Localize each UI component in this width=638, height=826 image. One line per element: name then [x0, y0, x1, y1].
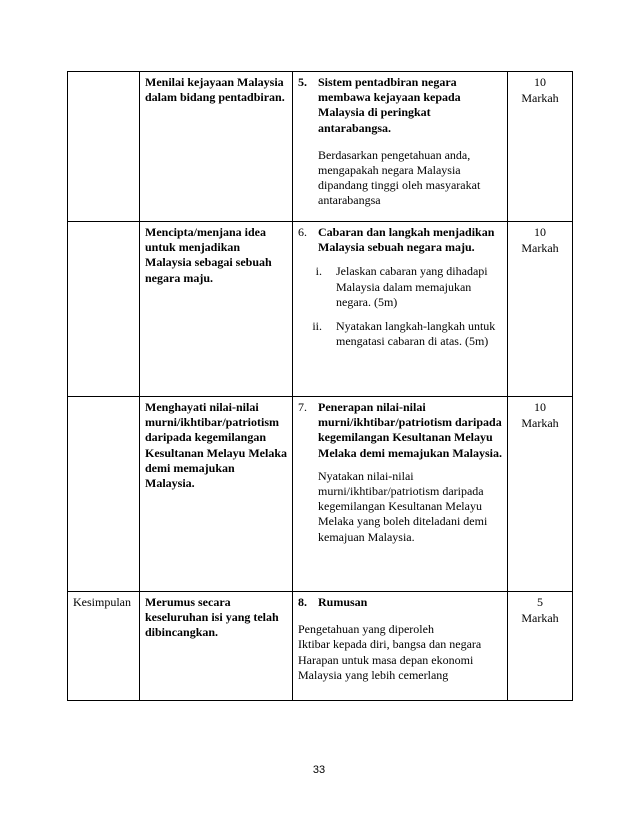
- marks-cell: [508, 397, 573, 592]
- question-number: 7.: [298, 400, 307, 414]
- question-text: Nyatakan nilai-nilai murni/ikhtibar/patriotism daripada kegemilangan Kesultanan Melayu Melaka yang boleh diteladani demi kemajuan Malaysia.: [318, 468, 488, 544]
- objective-text: Menghayati nilai-nilai murni/ikhtibar/patriotism daripada kegemilangan Kesultanan Melayu Melaka demi memajukan Malaysia.: [145, 400, 288, 491]
- stage-cell: [68, 72, 140, 222]
- question-cell: [293, 72, 508, 222]
- table-row: [68, 397, 573, 592]
- stage-cell: Kesimpulan: [68, 592, 140, 701]
- marks-label: Markah: [521, 240, 559, 255]
- objective-text: Mencipta/menjana idea untuk menjadikan Malaysia sebagai sebuah negara maju.: [145, 225, 272, 285]
- marks-label: Markah: [521, 415, 559, 430]
- question-cell: [293, 397, 508, 592]
- marks-cell: [508, 592, 573, 701]
- question-number: 8.: [298, 595, 307, 609]
- table-row: [68, 222, 573, 397]
- sub-question-number: ii.: [312, 319, 322, 334]
- sub-question-text: Jelaskan cabaran yang dihadapi Malaysia dalam memajukan negara. (5m): [336, 264, 488, 309]
- sub-question-number: i.: [315, 264, 322, 279]
- marks-value: 10: [534, 75, 546, 89]
- assessment-table: [67, 71, 573, 701]
- question-number: 5.: [298, 75, 307, 89]
- summary-line: Iktibar kepada diri, bangsa dan negara: [298, 637, 482, 652]
- question-title: Cabaran dan langkah menjadikan Malaysia sebuah negara maju.: [318, 225, 495, 255]
- objective-cell: [140, 72, 293, 222]
- marks-value: 10: [534, 400, 546, 414]
- question-title: Rumusan: [318, 595, 368, 609]
- sub-question: [298, 264, 502, 310]
- marks-cell: [508, 222, 573, 397]
- question-number: 6.: [298, 225, 307, 239]
- table-row: [68, 72, 573, 222]
- question-cell: [293, 592, 508, 701]
- marks-label: Markah: [521, 610, 559, 625]
- objective-cell: [140, 592, 293, 701]
- marks-value: 10: [534, 225, 546, 239]
- question-text: Berdasarkan pengetahuan anda, mengapakah negara Malaysia dipandang tinggi oleh masyarakat antarabangsa: [318, 147, 481, 208]
- summary-line: Harapan untuk masa depan ekonomi Malaysia yang lebih cemerlang: [298, 652, 474, 682]
- stage-cell: [68, 397, 140, 592]
- page-number: 33: [312, 764, 326, 776]
- summary-line: Pengetahuan yang diperoleh: [298, 622, 434, 637]
- marks-cell: [508, 72, 573, 222]
- objective-cell: [140, 222, 293, 397]
- question-title: Penerapan nilai-nilai murni/ikhtibar/patriotism daripada kegemilangan Kesultanan Melayu Melaka demi memajukan Malaysia.: [318, 400, 502, 460]
- marks-value: 5: [537, 595, 543, 609]
- stage-cell: [68, 222, 140, 397]
- question-cell: [293, 222, 508, 397]
- marks-label: Markah: [521, 90, 559, 105]
- sub-question: [298, 319, 502, 349]
- objective-text: Merumus secara keseluruhan isi yang telah dibincangkan.: [145, 595, 279, 640]
- table-row: [68, 592, 573, 701]
- objective-text: Menilai kejayaan Malaysia dalam bidang pentadbiran.: [145, 75, 285, 105]
- question-title: Sistem pentadbiran negara membawa kejayaan kepada Malaysia di peringkat antarabangsa.: [318, 75, 461, 135]
- objective-cell: [140, 397, 293, 592]
- sub-question-text: Nyatakan langkah-langkah untuk mengatasi cabaran di atas. (5m): [336, 319, 496, 349]
